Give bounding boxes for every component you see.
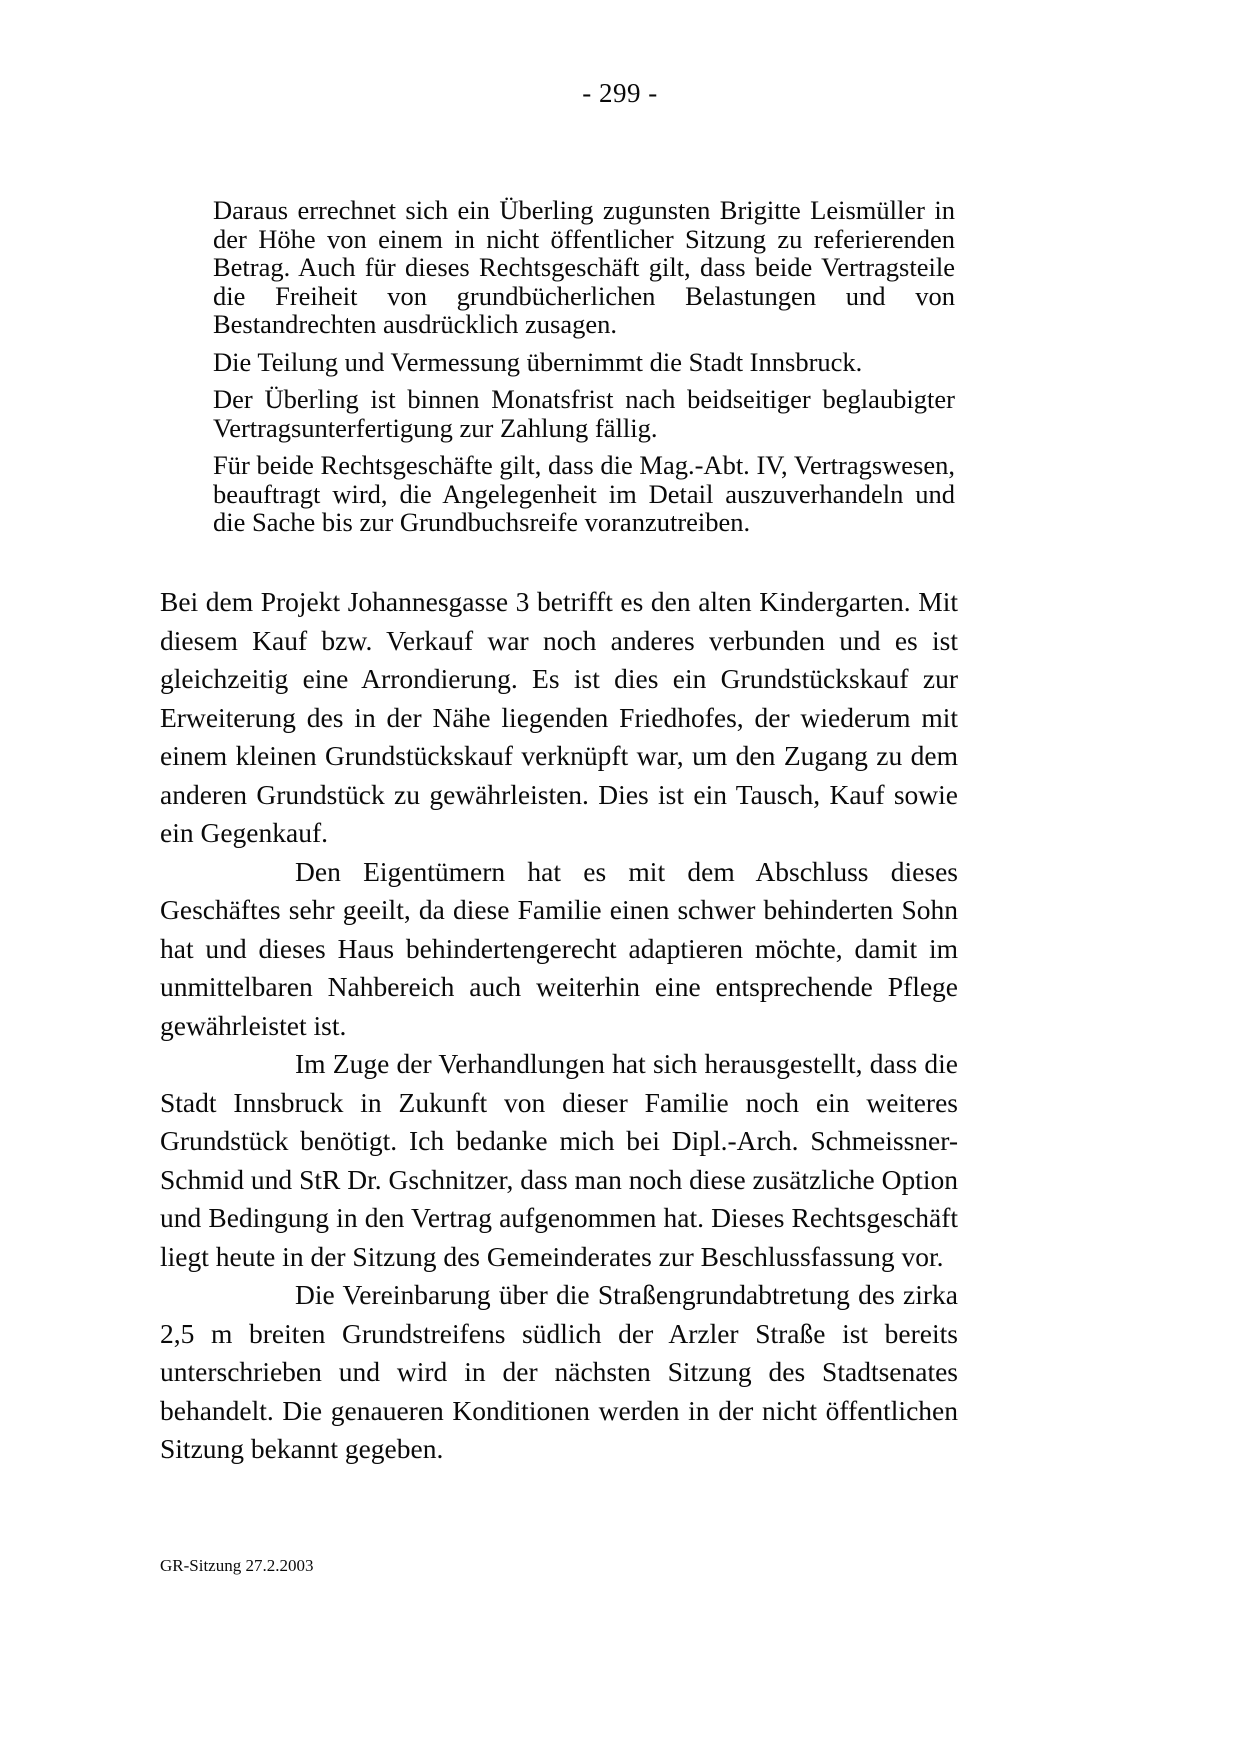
paragraph: Im Zuge der Verhandlungen hat sich herausgestellt, dass die Stadt Innsbruck in Zukunft von dieser Familie noch ein weiteres Grundstück benötigt. Ich bedanke mich bei Dipl.-Arch. Schmeissner-Schmid und StR Dr. Gschnitzer, dass man noch diese zusätzliche Option und Bedingung in den Vertrag aufgenommen hat. Dieses Rechtsgeschäft liegt heute in der Sitzung des Gemeinderates zur Beschlussfassung vor. xyxy=(160,1048,958,1272)
paragraph: Die Teilung und Vermessung übernimmt die Stadt Innsbruck. xyxy=(213,346,863,377)
paragraph: Der Überling ist binnen Monatsfrist nach beidseitiger beglaubigter Vertragsunterfertigung zur Zahlung fällig. xyxy=(213,384,955,443)
body-text-block xyxy=(160,583,958,1469)
paragraph: Bei dem Projekt Johannesgasse 3 betrifft es den alten Kindergarten. Mit diesem Kauf bzw. Verkauf war noch anderes verbunden und es ist gleichzeitig eine Arrondierung. Es ist dies ein Grundstückskauf zur Erweiterung des in der Nähe liegenden Friedhofes, der wiederum mit einem kleinen Grundstückskauf verknüpft war, um den Zugang zu dem anderen Grundstück zu gewährleisten. Dies ist ein Tausch, Kauf sowie ein Gegenkauf. xyxy=(160,586,958,848)
page-number: - 299 - xyxy=(582,78,658,108)
quoted-resolution-block xyxy=(213,196,955,546)
paragraph: Für beide Rechtsgeschäfte gilt, dass die Mag.-Abt. IV, Vertragswesen, beauftragt wird, die Angelegenheit im Detail auszuverhandeln und die Sache bis zur Grundbuchsreife voranzutreiben. xyxy=(213,450,955,537)
footer-session-label: GR-Sitzung 27.2.2003 xyxy=(160,1556,314,1575)
paragraph: Die Vereinbarung über die Straßengrundabtretung des zirka 2,5 m breiten Grundstreifens südlich der Arzler Straße ist bereits unterschrieben und wird in der nächsten Sitzung des Stadtsenates behandelt. Die genaueren Konditionen werden in der nicht öffentlichen Sitzung bekannt gegeben. xyxy=(160,1279,958,1464)
paragraph: Den Eigentümern hat es mit dem Abschluss dieses Geschäftes sehr geeilt, da diese Familie einen schwer behinderten Sohn hat und dieses Haus behindertengerecht adaptieren möchte, damit im unmittelbaren Nahbereich auch weiterhin eine entsprechende Pflege gewährleistet ist. xyxy=(160,855,958,1041)
paragraph: Daraus errechnet sich ein Überling zugunsten Brigitte Leismüller in der Höhe von einem in nicht öffentlicher Sitzung zu referierenden Betrag. Auch für dieses Rechtsgeschäft gilt, dass beide Vertragsteile die Freiheit von grundbücherlichen Belastungen und von Bestandrechten ausdrücklich zusagen. xyxy=(213,195,955,339)
